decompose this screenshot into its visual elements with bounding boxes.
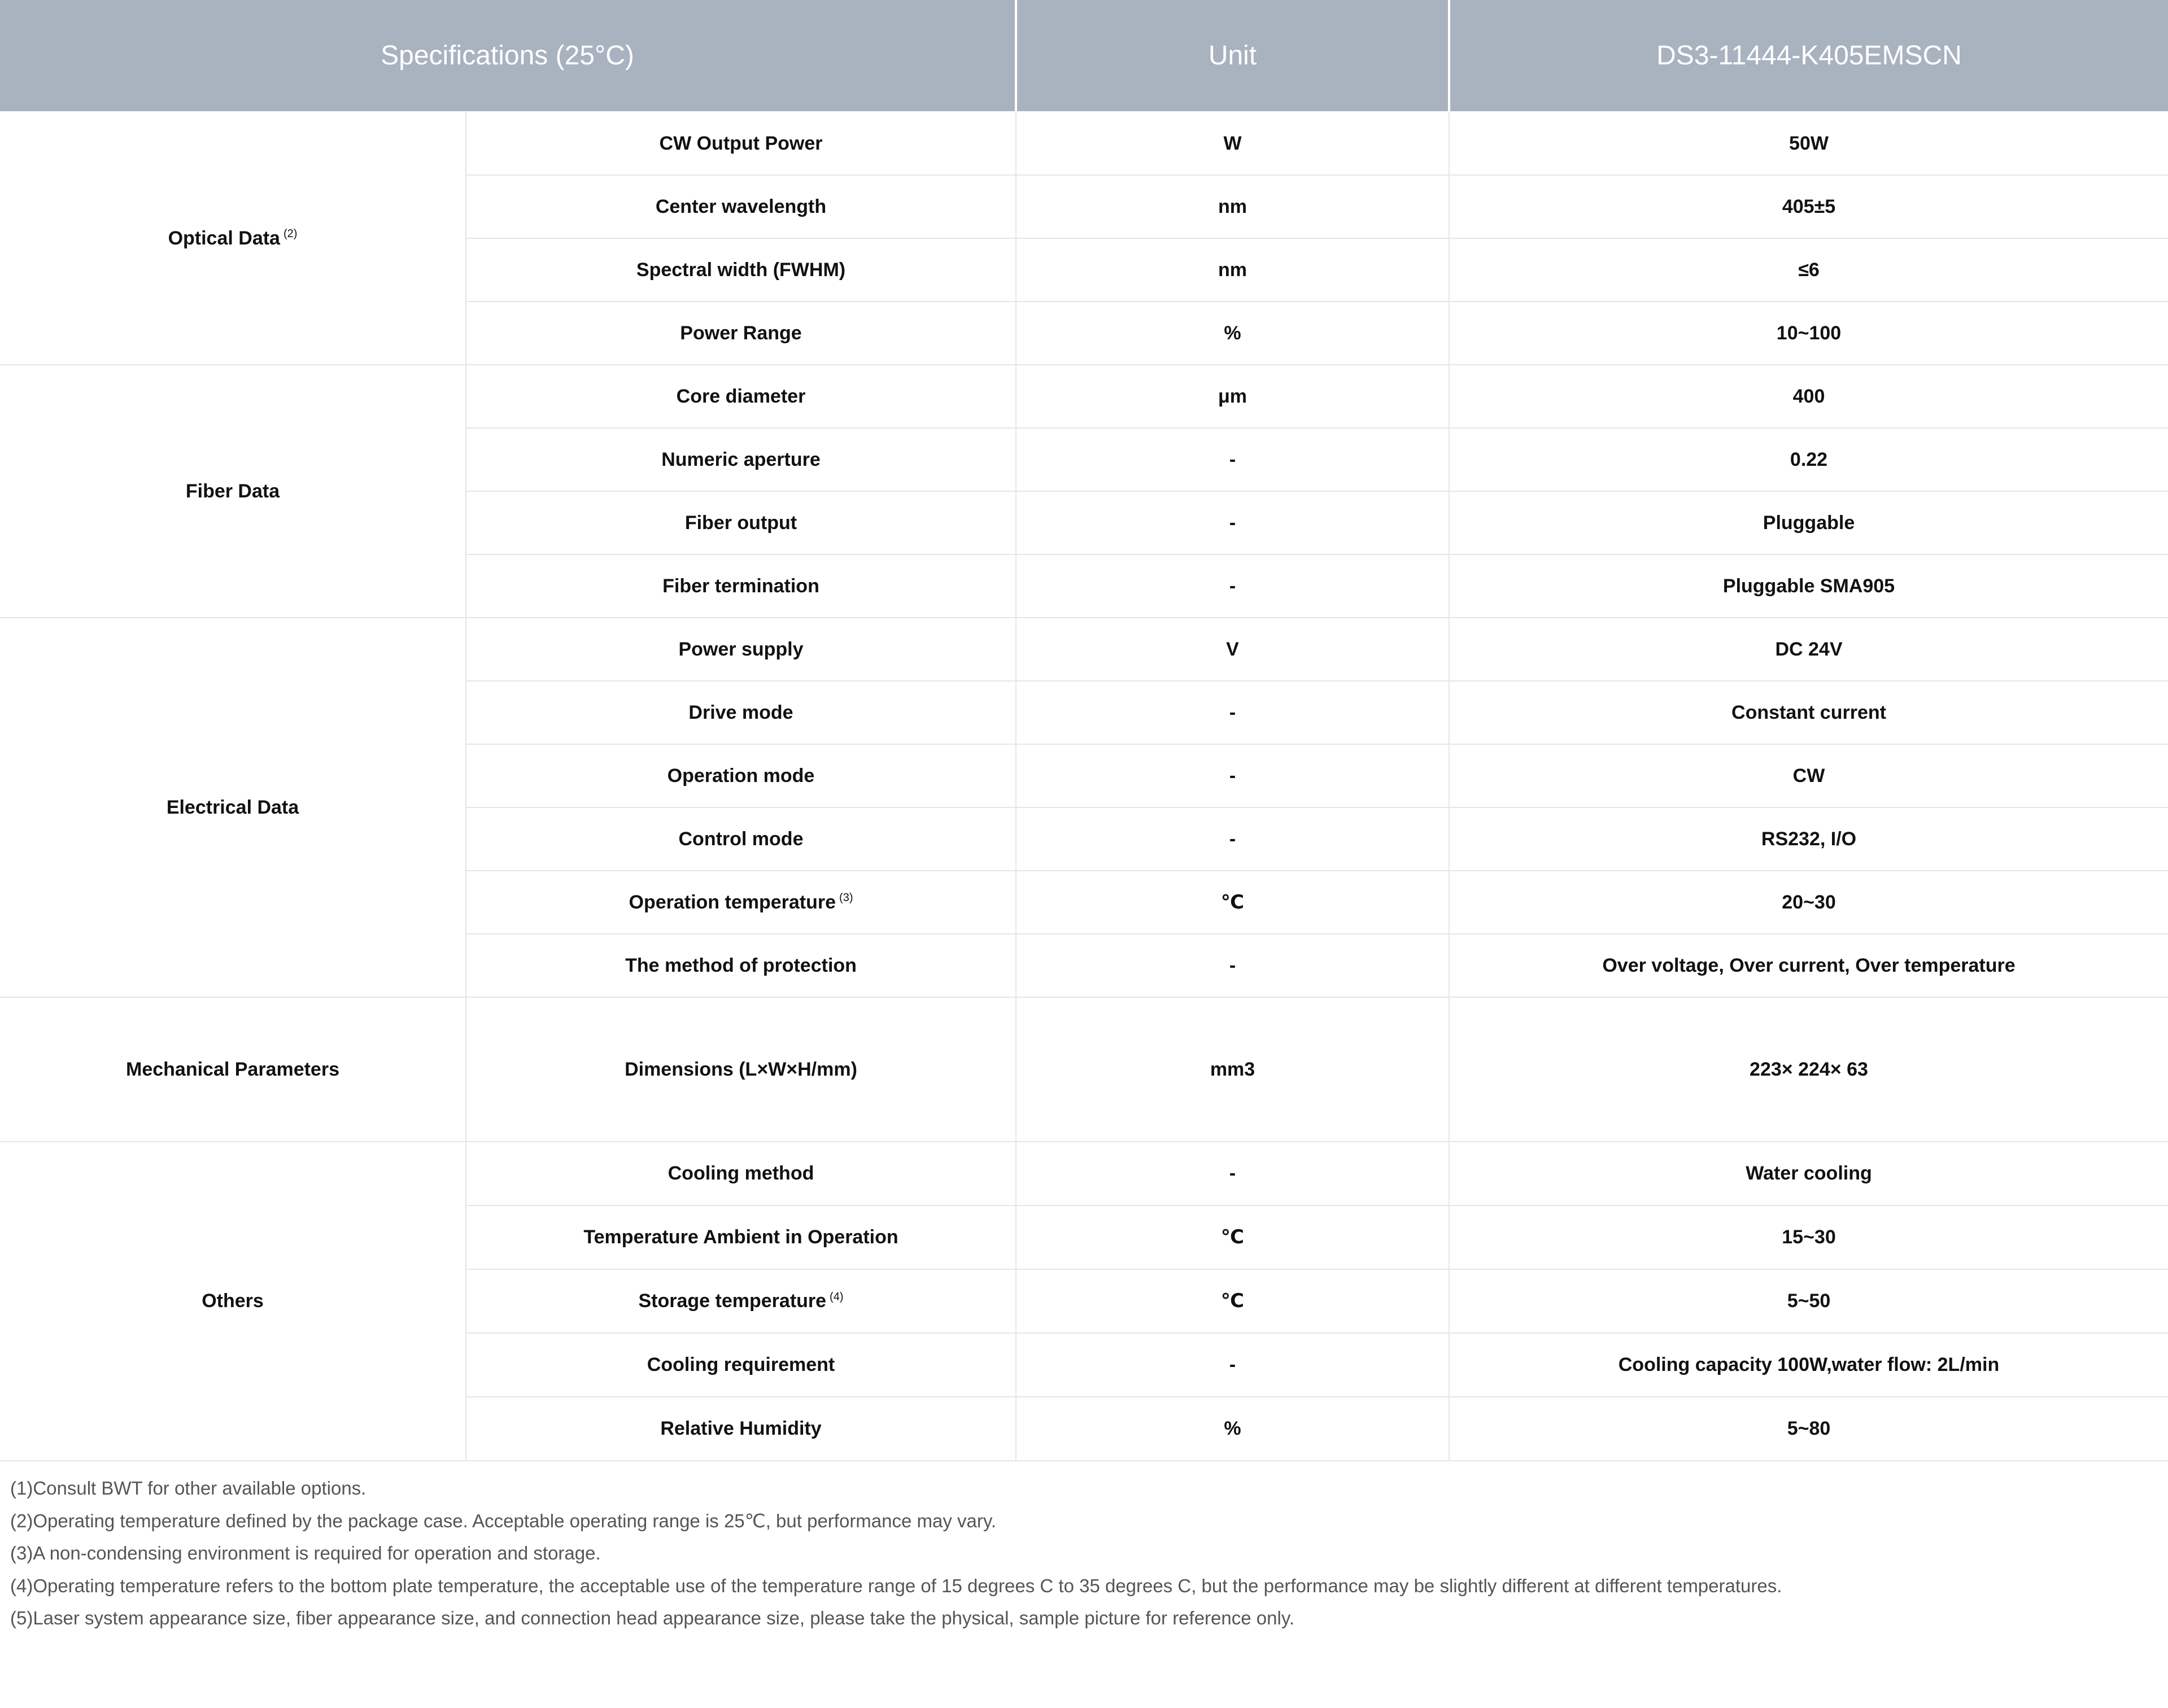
table-header-row (0, 0, 2168, 112)
param-unit: - (1016, 554, 1449, 618)
param-unit: nm (1016, 238, 1449, 302)
param-unit: V (1016, 618, 1449, 681)
param-name (466, 871, 1016, 934)
footnotes (10, 1472, 2156, 1635)
footnote-ref: (2) (283, 228, 298, 241)
param-name: Relative Humidity (466, 1397, 1016, 1461)
param-value: 15~30 (1449, 1205, 2168, 1269)
param-value: RS232, I/O (1449, 807, 2168, 871)
group-optical-data (0, 112, 466, 365)
param-value: DC 24V (1449, 618, 2168, 681)
param-value: 223× 224× 63 (1449, 997, 2168, 1142)
param-name: Dimensions (L×W×H/mm) (466, 997, 1016, 1142)
param-unit: - (1016, 744, 1449, 807)
footnote: (2)Operating temperature defined by the package case. Acceptable operating range is 25℃, but performance may vary. (10, 1510, 997, 1531)
param-unit: μm (1016, 365, 1449, 428)
param-value: ≤6 (1449, 238, 2168, 302)
param-name-text: Storage temperature (638, 1290, 827, 1312)
param-name: Spectral width (FWHM) (466, 238, 1016, 302)
param-unit: nm (1016, 175, 1449, 238)
param-value: CW (1449, 744, 2168, 807)
param-unit: - (1016, 428, 1449, 491)
footnote-ref: (3) (839, 892, 853, 905)
table-row (0, 1142, 2168, 1205)
group-electrical-data: Electrical Data (0, 618, 466, 997)
param-unit: - (1016, 681, 1449, 744)
param-unit: W (1016, 112, 1449, 175)
param-unit: - (1016, 1142, 1449, 1205)
param-name: Operation mode (466, 744, 1016, 807)
param-name: Power supply (466, 618, 1016, 681)
param-unit: ℃ (1016, 1205, 1449, 1269)
param-name: Center wavelength (466, 175, 1016, 238)
param-value: 5~50 (1449, 1269, 2168, 1333)
group-label: Optical Data (168, 227, 280, 249)
param-value: 5~80 (1449, 1397, 2168, 1461)
footnote: (5)Laser system appearance size, fiber appearance size, and connection head appearance size, please take the physical, sample picture for reference only. (10, 1607, 1295, 1628)
param-unit: - (1016, 807, 1449, 871)
header-spec: Specifications (25°C) (0, 0, 1016, 112)
param-name: Cooling requirement (466, 1333, 1016, 1397)
param-value: Over voltage, Over current, Over temperature (1449, 934, 2168, 997)
param-name-text: Operation temperature (629, 891, 836, 913)
header-unit: Unit (1016, 0, 1449, 112)
param-value: 0.22 (1449, 428, 2168, 491)
param-value: Water cooling (1449, 1142, 2168, 1205)
table-row (0, 997, 2168, 1142)
param-name: Core diameter (466, 365, 1016, 428)
param-value: 400 (1449, 365, 2168, 428)
param-unit: % (1016, 1397, 1449, 1461)
param-value: Cooling capacity 100W,water flow: 2L/min (1449, 1333, 2168, 1397)
table-row (0, 112, 2168, 175)
param-value: 405±5 (1449, 175, 2168, 238)
group-fiber-data: Fiber Data (0, 365, 466, 618)
param-name: Control mode (466, 807, 1016, 871)
group-others: Others (0, 1142, 466, 1461)
footnote: (1)Consult BWT for other available options. (10, 1478, 367, 1499)
param-value: 20~30 (1449, 871, 2168, 934)
param-name: Temperature Ambient in Operation (466, 1205, 1016, 1269)
param-unit: - (1016, 491, 1449, 554)
param-name: The method of protection (466, 934, 1016, 997)
param-unit: % (1016, 302, 1449, 365)
header-model: DS3-11444-K405EMSCN (1449, 0, 2168, 112)
param-value: Pluggable (1449, 491, 2168, 554)
footnote-ref: (4) (830, 1290, 844, 1303)
param-name: Numeric aperture (466, 428, 1016, 491)
table-row (0, 365, 2168, 428)
group-mechanical-parameters: Mechanical Parameters (0, 997, 466, 1142)
param-name: Fiber termination (466, 554, 1016, 618)
param-unit: ℃ (1016, 871, 1449, 934)
footnote: (3)A non-condensing environment is required for operation and storage. (10, 1543, 601, 1563)
param-name: CW Output Power (466, 112, 1016, 175)
param-name: Drive mode (466, 681, 1016, 744)
param-value: 10~100 (1449, 302, 2168, 365)
param-name: Fiber output (466, 491, 1016, 554)
param-name: Cooling method (466, 1142, 1016, 1205)
param-unit: ℃ (1016, 1269, 1449, 1333)
param-name: Power Range (466, 302, 1016, 365)
param-value: Pluggable SMA905 (1449, 554, 2168, 618)
footnote: (4)Operating temperature refers to the bottom plate temperature, the acceptable use of the temperature range of 15 degrees C to 35 degrees C, but the performance may be slightly different at different temperatures. (10, 1575, 1782, 1596)
param-value: Constant current (1449, 681, 2168, 744)
table-row (0, 618, 2168, 681)
param-name (466, 1269, 1016, 1333)
param-value: 50W (1449, 112, 2168, 175)
param-unit: - (1016, 934, 1449, 997)
param-unit: - (1016, 1333, 1449, 1397)
param-unit: mm3 (1016, 997, 1449, 1142)
